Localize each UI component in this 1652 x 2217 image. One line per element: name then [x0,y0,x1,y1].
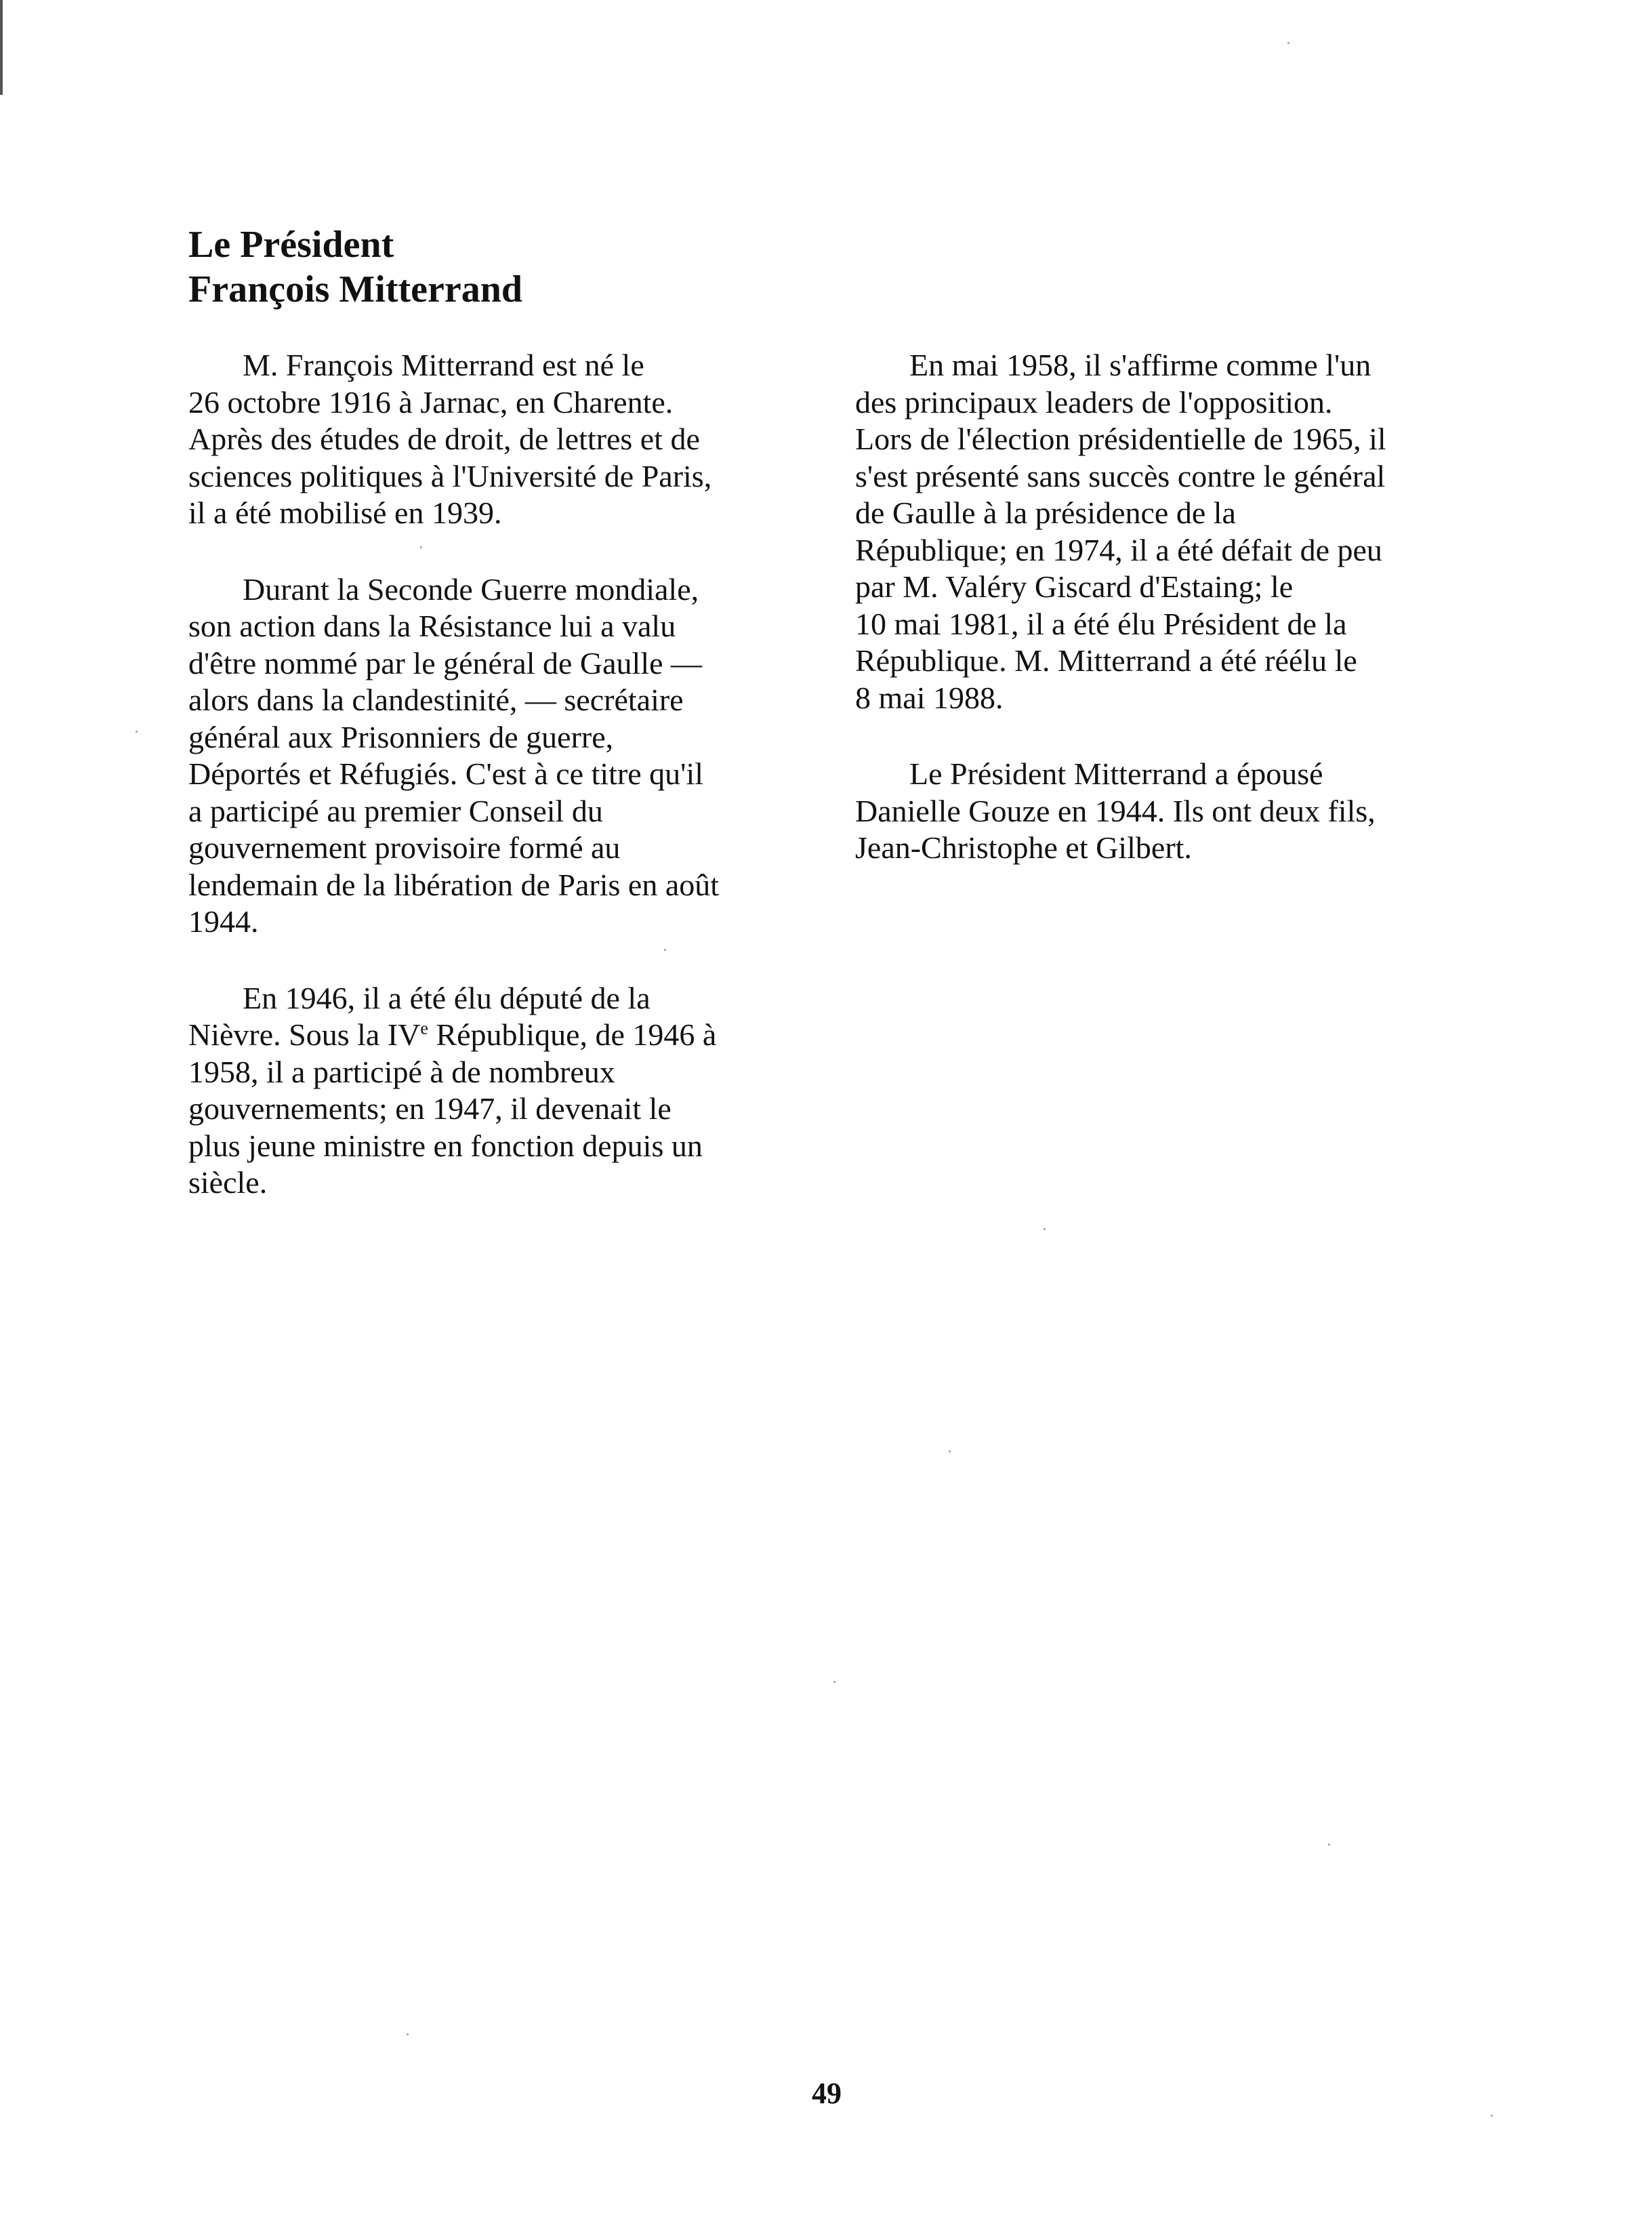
scan-speck [407,2033,409,2035]
scan-speck [949,1450,951,1452]
text-line: Durant la Seconde Guerre mondiale, [243,571,699,607]
text-line: plus jeune ministre en fonction depuis un [188,1128,703,1163]
scan-speck [833,1681,835,1683]
text-line: lendemain de la libération de Paris en août [188,867,720,902]
text-line: son action dans la Résistance lui a valu [188,609,676,643]
scan-edge-mark [0,0,3,95]
paragraph-birth-education [188,347,758,532]
scan-speck [664,949,666,951]
text-line: des principaux leaders de l'opposition. [855,384,1333,420]
scan-speck [1328,1844,1330,1846]
text-line: M. François Mitterrand est né le [243,348,644,382]
text-line: général aux Prisonniers de guerre, [188,719,614,754]
text-fragment: Nièvre. Sous la IV [188,1017,421,1052]
text-line: 1944. [188,904,259,939]
text-line: s'est présenté sans succès contre le général [855,458,1386,493]
text-line: gouvernements; en 1947, il devenait le [188,1091,672,1126]
scan-speck [1491,2115,1493,2117]
text-line: En 1946, il a été élu député de la [243,980,651,1015]
text-line: 26 octobre 1916 à Jarnac, en Charente. [188,384,674,420]
text-line: République. M. Mitterrand a été réélu le [855,643,1357,678]
scan-speck [136,731,138,733]
scan-speck [1287,42,1289,44]
page-number: 49 [812,2077,842,2110]
text-line: Jean-Christophe et Gilbert. [855,830,1192,865]
text-line: alors dans la clandestinité, — secrétaire [188,683,684,717]
text-line: En mai 1958, il s'affirme comme l'un [909,348,1371,382]
text-line: sciences politiques à l'Université de Paris, [188,458,712,493]
text-line: Après des études de droit, de lettres et de [188,422,700,456]
paragraph-presidency [855,347,1424,716]
text-line: Le Président Mitterrand a épousé [909,756,1323,791]
paragraph-war-resistance [188,571,758,941]
text-line: d'être nommé par le général de Gaulle — [188,645,703,680]
text-fragment: République, de 1946 à [428,1017,717,1052]
text-line: Danielle Gouze en 1944. Ils ont deux fils, [855,793,1376,828]
right-column [855,347,1424,906]
superscript: e [420,1018,428,1038]
title-line-1: Le Président [188,224,394,266]
paragraph-family [855,756,1424,867]
text-line: Lors de l'élection présidentielle de 1965, il [855,422,1386,456]
text-line: Déportés et Réfugiés. C'est à ce titre qu'il [188,756,704,791]
text-line [188,1017,758,1054]
scan-speck [1044,1228,1046,1230]
text-line: 8 mai 1988. [855,680,1004,715]
text-line: a participé au premier Conseil du [188,793,603,828]
page-title [188,222,798,312]
scan-speck [420,546,422,548]
paragraph-fourth-republic [188,980,758,1202]
text-line: de Gaulle à la présidence de la [855,495,1236,530]
text-line: par M. Valéry Giscard d'Estaing; le [855,569,1294,604]
text-line: 1958, il a participé à de nombreux [188,1054,615,1089]
text-line: il a été mobilisé en 1939. [188,495,502,530]
text-line: gouvernement provisoire formé au [188,830,621,865]
text-line: siècle. [188,1165,268,1200]
text-line: 10 mai 1981, il a été élu Président de la [855,606,1347,641]
title-line-2: François Mitterrand [188,268,522,310]
left-column [188,347,758,1241]
text-line: République; en 1974, il a été défait de peu [855,532,1382,567]
